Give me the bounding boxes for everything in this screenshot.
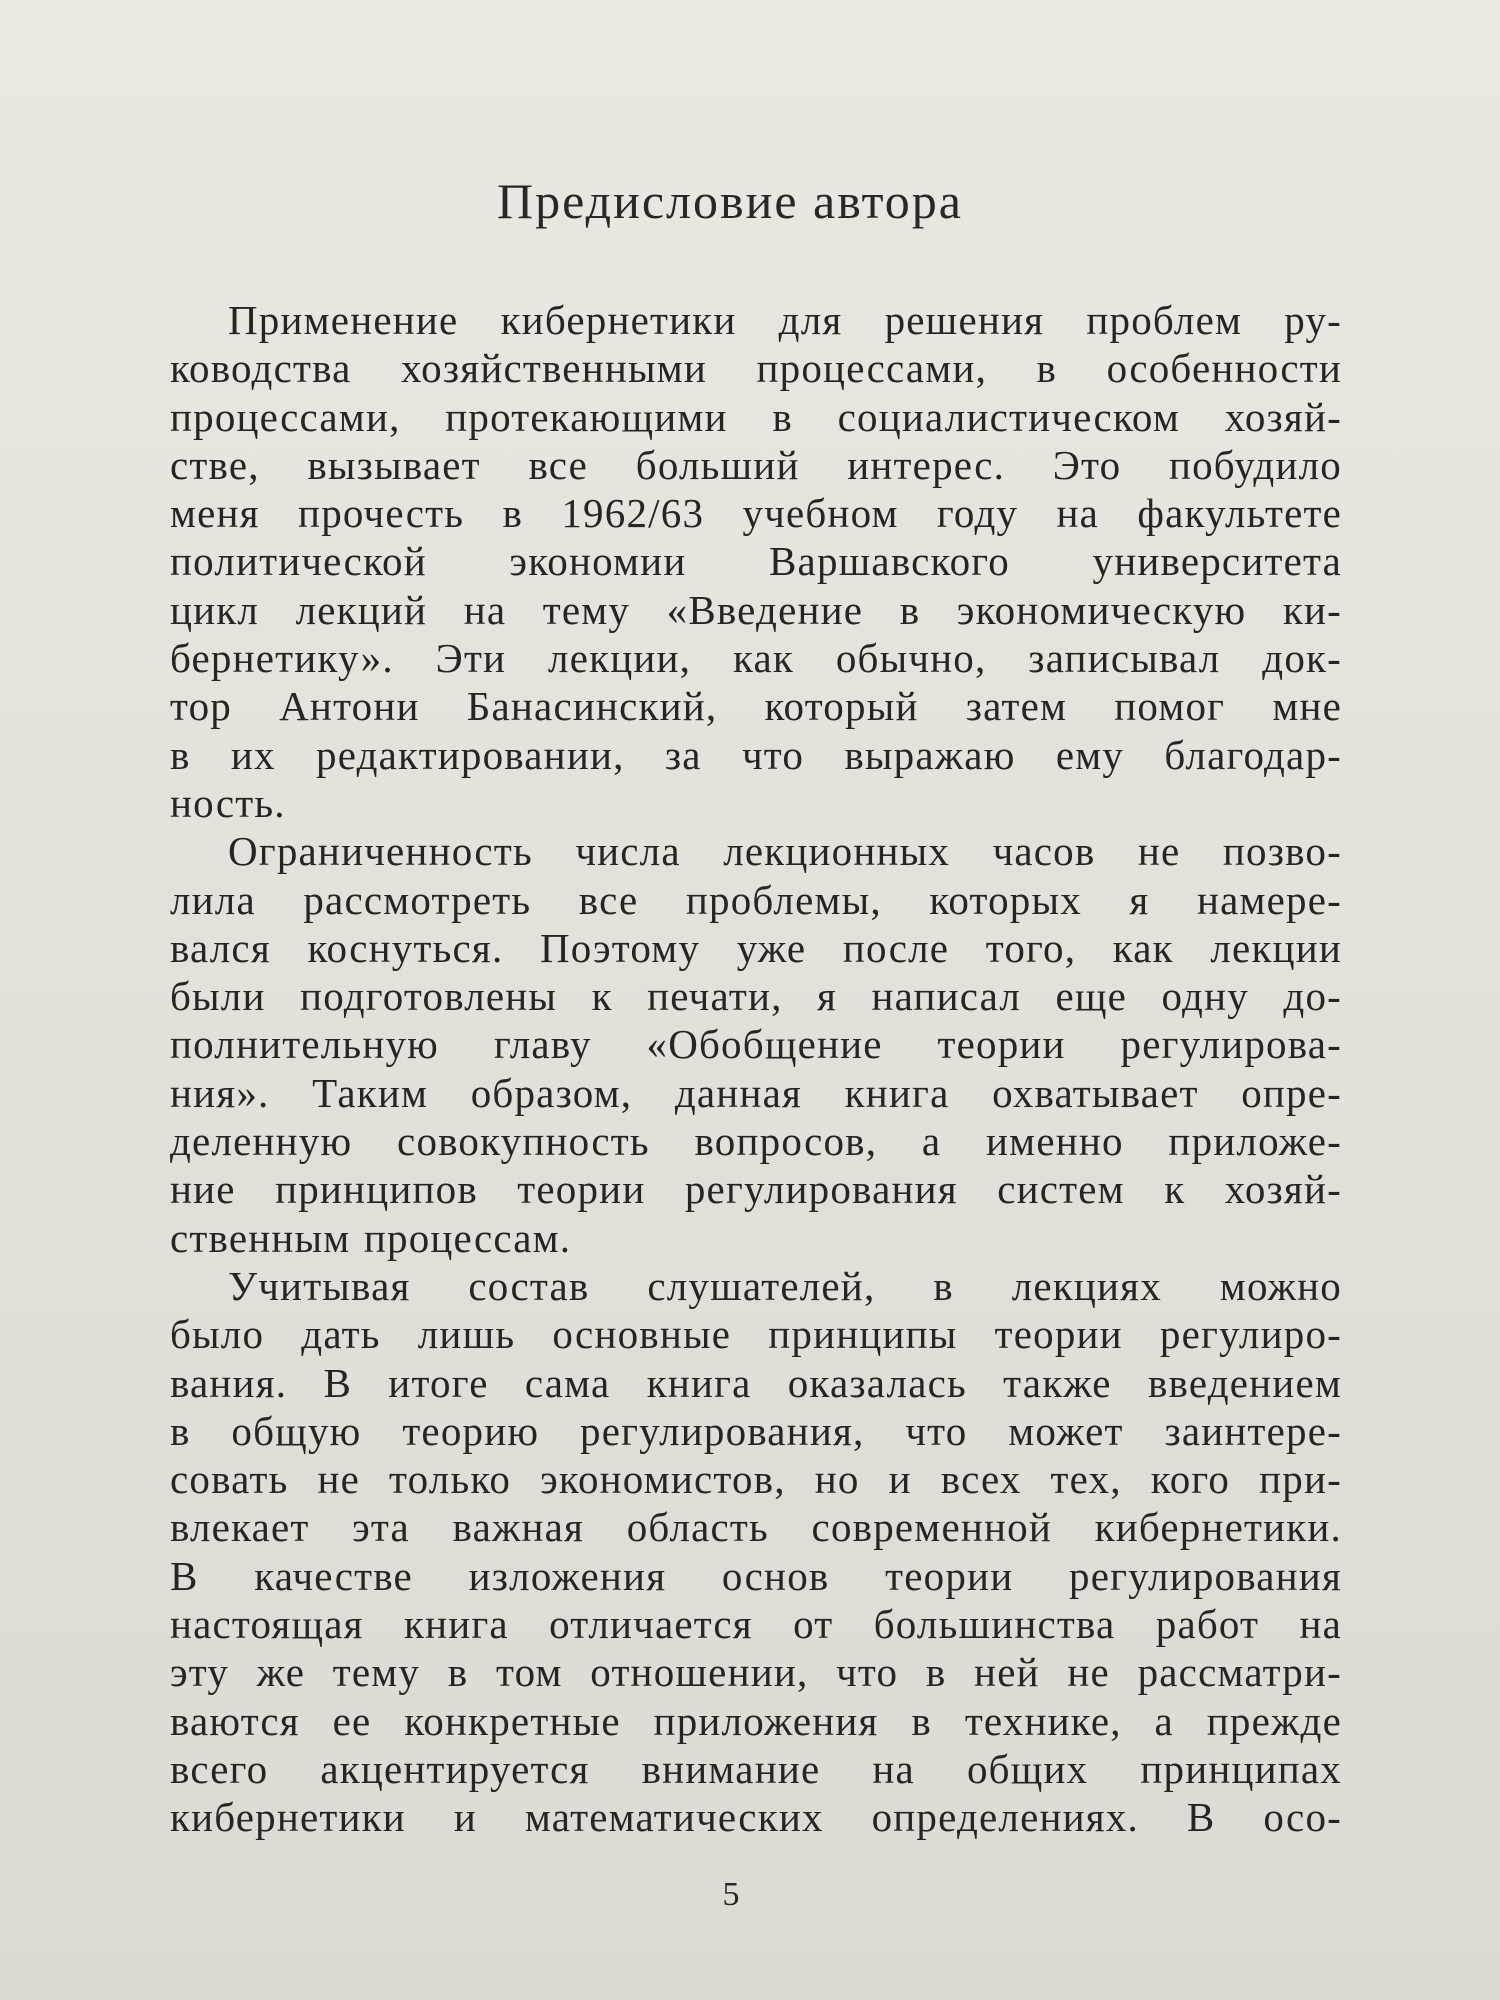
text-line: настоящая книга отличается от большинства работ на — [170, 1601, 1342, 1648]
text-line: в их редактировании, за что выражаю ему благодар- — [170, 731, 1342, 778]
paragraph — [170, 1262, 1342, 1842]
text-line: В качестве изложения основ теории регулирования — [170, 1552, 1342, 1599]
text-line: лила рассмотреть все проблемы, которых я намере- — [170, 876, 1342, 923]
text-line: политической экономии Варшавского университета — [170, 538, 1342, 585]
text-line: процессами, протекающими в социалистическом хозяй- — [170, 393, 1342, 440]
text-line: в общую теорию регулирования, что может заинтере- — [170, 1407, 1342, 1454]
text-line: кибернетики и математических определениях. В осо- — [170, 1794, 1342, 1841]
text-line: ководства хозяйственными процессами, в особенности — [170, 345, 1342, 392]
page-title: Предисловие автора — [497, 173, 963, 229]
text-line: тор Антони Банасинский, который затем помог мне — [170, 683, 1342, 730]
text-line: Ограниченность числа лекционных часов не позво- — [228, 828, 1342, 875]
text-line: Учитывая состав слушателей, в лекциях можно — [228, 1262, 1342, 1309]
text-line: ваются ее конкретные приложения в технике, а прежде — [170, 1697, 1342, 1744]
paragraph — [170, 296, 1342, 827]
text-line: деленную совокупность вопросов, а именно приложе- — [170, 1118, 1342, 1165]
text-line: ния». Таким образом, данная книга охватывает опре- — [170, 1069, 1342, 1116]
text-line: было дать лишь основные принципы теории регулиро- — [170, 1311, 1342, 1358]
text-line: вался коснуться. Поэтому уже после того, как лекции — [170, 924, 1342, 971]
text-line: меня прочесть в 1962/63 учебном году на факультете — [170, 490, 1342, 537]
text-line: бернетику». Эти лекции, как обычно, записывал док- — [170, 635, 1342, 682]
text-line: ственным процессам. — [170, 1214, 572, 1261]
text-line: совать не только экономистов, но и всех тех, кого при- — [170, 1456, 1342, 1503]
text-line: влекает эта важная область современной кибернетики. — [170, 1504, 1342, 1551]
text-line: ность. — [170, 779, 286, 826]
text-line: полнительную главу «Обобщение теории регулирова- — [170, 1021, 1342, 1068]
text-line: стве, вызывает все больший интерес. Это побудило — [170, 441, 1342, 488]
text-line: цикл лекций на тему «Введение в экономическую ки- — [170, 586, 1342, 633]
paragraph — [170, 827, 1342, 1262]
text-line: всего акцентируется внимание на общих принципах — [170, 1745, 1342, 1792]
text-line: вания. В итоге сама книга оказалась также введением — [170, 1359, 1342, 1406]
text-line: были подготовлены к печати, я написал еще одну до- — [170, 973, 1342, 1020]
body-text — [170, 296, 1342, 1842]
page-number: 5 — [722, 1876, 740, 1913]
text-line: эту же тему в том отношении, что в ней не рассматри- — [170, 1649, 1342, 1696]
text-line: ние принципов теории регулирования систем к хозяй- — [170, 1166, 1342, 1213]
text-line: Применение кибернетики для решения проблем ру- — [228, 297, 1342, 343]
